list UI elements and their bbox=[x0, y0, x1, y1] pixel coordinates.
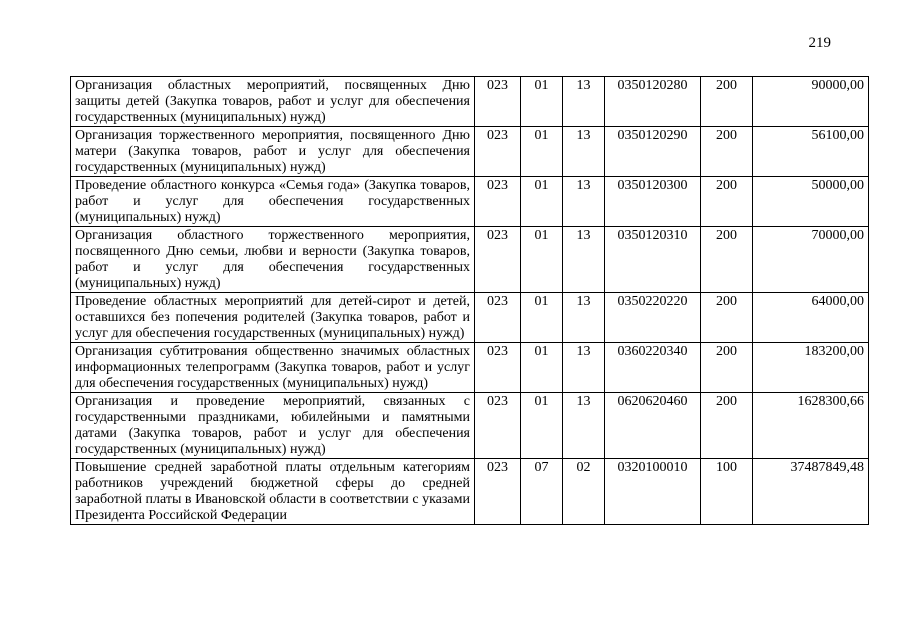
target-article-code: 0320100010 bbox=[605, 459, 701, 525]
expense-type-code: 200 bbox=[701, 127, 753, 177]
table-row bbox=[71, 343, 869, 393]
row-name: Организация торжественного мероприятия, посвященного Дню матери (Закупка товаров, работ и услуг для обеспечения государственных (муниципальных) нужд) bbox=[71, 127, 475, 177]
subsection-code: 13 bbox=[563, 293, 605, 343]
target-article-code: 0360220340 bbox=[605, 343, 701, 393]
ministry-code: 023 bbox=[475, 77, 521, 127]
table-row bbox=[71, 293, 869, 343]
target-article-code: 0350120300 bbox=[605, 177, 701, 227]
subsection-code: 13 bbox=[563, 343, 605, 393]
ministry-code: 023 bbox=[475, 127, 521, 177]
section-code: 01 bbox=[521, 293, 563, 343]
target-article-code: 0350120290 bbox=[605, 127, 701, 177]
budget-table bbox=[70, 76, 869, 525]
section-code: 07 bbox=[521, 459, 563, 525]
table-row bbox=[71, 77, 869, 127]
subsection-code: 02 bbox=[563, 459, 605, 525]
table-row bbox=[71, 177, 869, 227]
amount: 56100,00 bbox=[753, 127, 869, 177]
ministry-code: 023 bbox=[475, 177, 521, 227]
expense-type-code: 200 bbox=[701, 293, 753, 343]
amount: 1628300,66 bbox=[753, 393, 869, 459]
ministry-code: 023 bbox=[475, 343, 521, 393]
expense-type-code: 200 bbox=[701, 343, 753, 393]
row-name: Организация областных мероприятий, посвященных Дню защиты детей (Закупка товаров, работ и услуг для обеспечения государственных (муниципальных) нужд) bbox=[71, 77, 475, 127]
table-row bbox=[71, 459, 869, 525]
section-code: 01 bbox=[521, 77, 563, 127]
ministry-code: 023 bbox=[475, 227, 521, 293]
amount: 37487849,48 bbox=[753, 459, 869, 525]
page-number: 219 bbox=[808, 35, 831, 51]
budget-table-body bbox=[71, 77, 869, 525]
expense-type-code: 100 bbox=[701, 459, 753, 525]
target-article-code: 0350120280 bbox=[605, 77, 701, 127]
table-row bbox=[71, 127, 869, 177]
ministry-code: 023 bbox=[475, 293, 521, 343]
expense-type-code: 200 bbox=[701, 177, 753, 227]
amount: 90000,00 bbox=[753, 77, 869, 127]
amount: 64000,00 bbox=[753, 293, 869, 343]
section-code: 01 bbox=[521, 393, 563, 459]
expense-type-code: 200 bbox=[701, 77, 753, 127]
table-row bbox=[71, 393, 869, 459]
expense-type-code: 200 bbox=[701, 393, 753, 459]
row-name: Организация и проведение мероприятий, связанных с государственными праздниками, юбилейными и памятными датами (Закупка товаров, работ и услуг для обеспечения государственных (муниципальных) нужд) bbox=[71, 393, 475, 459]
row-name: Проведение областного конкурса «Семья года» (Закупка товаров, работ и услуг для обеспечения государственных (муниципальных) нужд) bbox=[71, 177, 475, 227]
target-article-code: 0350220220 bbox=[605, 293, 701, 343]
subsection-code: 13 bbox=[563, 127, 605, 177]
row-name: Организация областного торжественного мероприятия, посвященного Дню семьи, любви и верности (Закупка товаров, работ и услуг для обеспечения государственных (муниципальных) нужд) bbox=[71, 227, 475, 293]
target-article-code: 0620620460 bbox=[605, 393, 701, 459]
amount: 70000,00 bbox=[753, 227, 869, 293]
section-code: 01 bbox=[521, 227, 563, 293]
section-code: 01 bbox=[521, 343, 563, 393]
ministry-code: 023 bbox=[475, 393, 521, 459]
table-row bbox=[71, 227, 869, 293]
subsection-code: 13 bbox=[563, 77, 605, 127]
row-name: Проведение областных мероприятий для детей-сирот и детей, оставшихся без попечения родителей (Закупка товаров, работ и услуг для обеспечения государственных (муниципальных) нужд) bbox=[71, 293, 475, 343]
row-name: Повышение средней заработной платы отдельным категориям работников учреждений бюджетной сферы до средней заработной платы в Ивановской области в соответствии с указами Президента Российской Федерации bbox=[71, 459, 475, 525]
subsection-code: 13 bbox=[563, 393, 605, 459]
section-code: 01 bbox=[521, 177, 563, 227]
section-code: 01 bbox=[521, 127, 563, 177]
target-article-code: 0350120310 bbox=[605, 227, 701, 293]
expense-type-code: 200 bbox=[701, 227, 753, 293]
subsection-code: 13 bbox=[563, 227, 605, 293]
ministry-code: 023 bbox=[475, 459, 521, 525]
subsection-code: 13 bbox=[563, 177, 605, 227]
amount: 50000,00 bbox=[753, 177, 869, 227]
amount: 183200,00 bbox=[753, 343, 869, 393]
row-name: Организация субтитрования общественно значимых областных информационных телепрограмм (Закупка товаров, работ и услуг для обеспечения государственных (муниципальных) нужд) bbox=[71, 343, 475, 393]
